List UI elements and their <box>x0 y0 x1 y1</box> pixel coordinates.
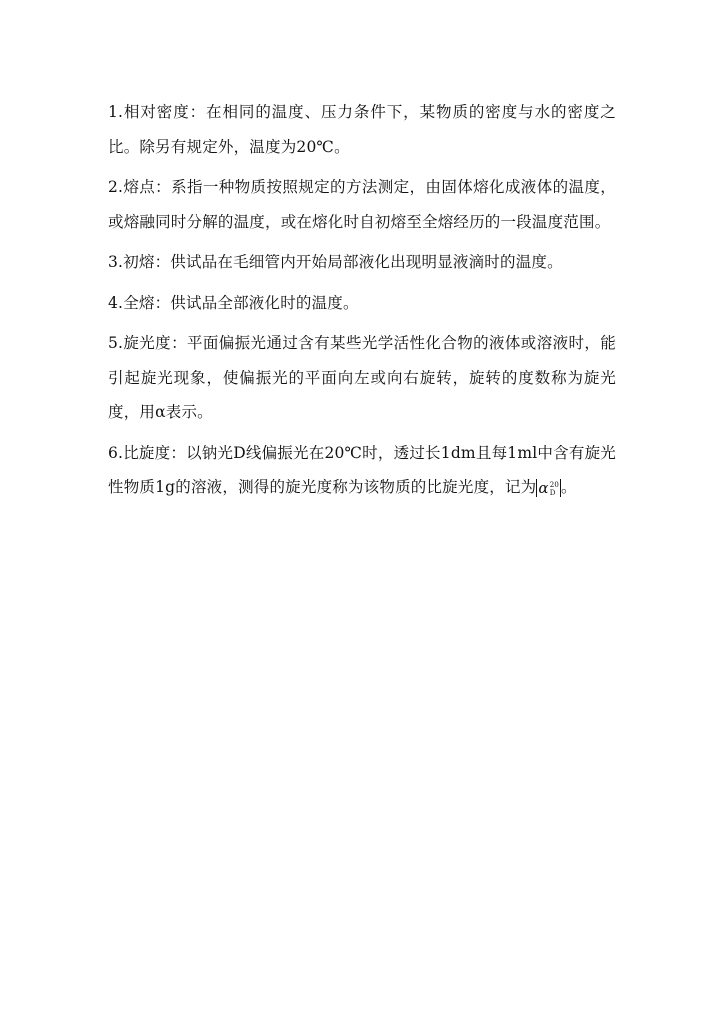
formula-alpha: α <box>538 479 549 497</box>
specific-rotation-formula <box>536 479 561 497</box>
formula-superscript: 20 <box>549 481 560 489</box>
definition-complete-melting: 4.全熔：供试品全部液化时的温度。 <box>108 293 359 312</box>
specific-rotation-text: 6.比旋度：以钠光D线偏振光在20℃时，透过长1dm且每1ml中含有旋光性物质1g的溶液，测得的旋光度称为该物质的比旋光度，记为 <box>108 443 616 496</box>
definition-melting-point: 2.熔点：系指一种物质按照规定的方法测定，由固体熔化成液体的温度，或熔融同时分解的温度，或在熔化时自初熔至全熔经历的一段温度范围。 <box>108 178 616 231</box>
document-body <box>108 95 616 511</box>
formula-subscript: D <box>549 489 556 497</box>
specific-rotation-ending: 。 <box>561 478 577 496</box>
definition-relative-density: 1.相对密度：在相同的温度、压力条件下，某物质的密度与水的密度之比。除另有规定外，温度为20℃。 <box>108 103 616 156</box>
definition-optical-rotation: 5.旋光度：平面偏振光通过含有某些光学活性化合物的液体或溶液时，能引起旋光现象，使偏振光的平面向左或向右旋转，旋转的度数称为旋光度，用α表示。 <box>108 334 616 421</box>
definition-specific-rotation <box>108 436 616 505</box>
definition-initial-melting: 3.初熔：供试品在毛细管内开始局部液化出现明显液滴时的温度。 <box>108 253 563 271</box>
formula-indices <box>550 481 559 497</box>
